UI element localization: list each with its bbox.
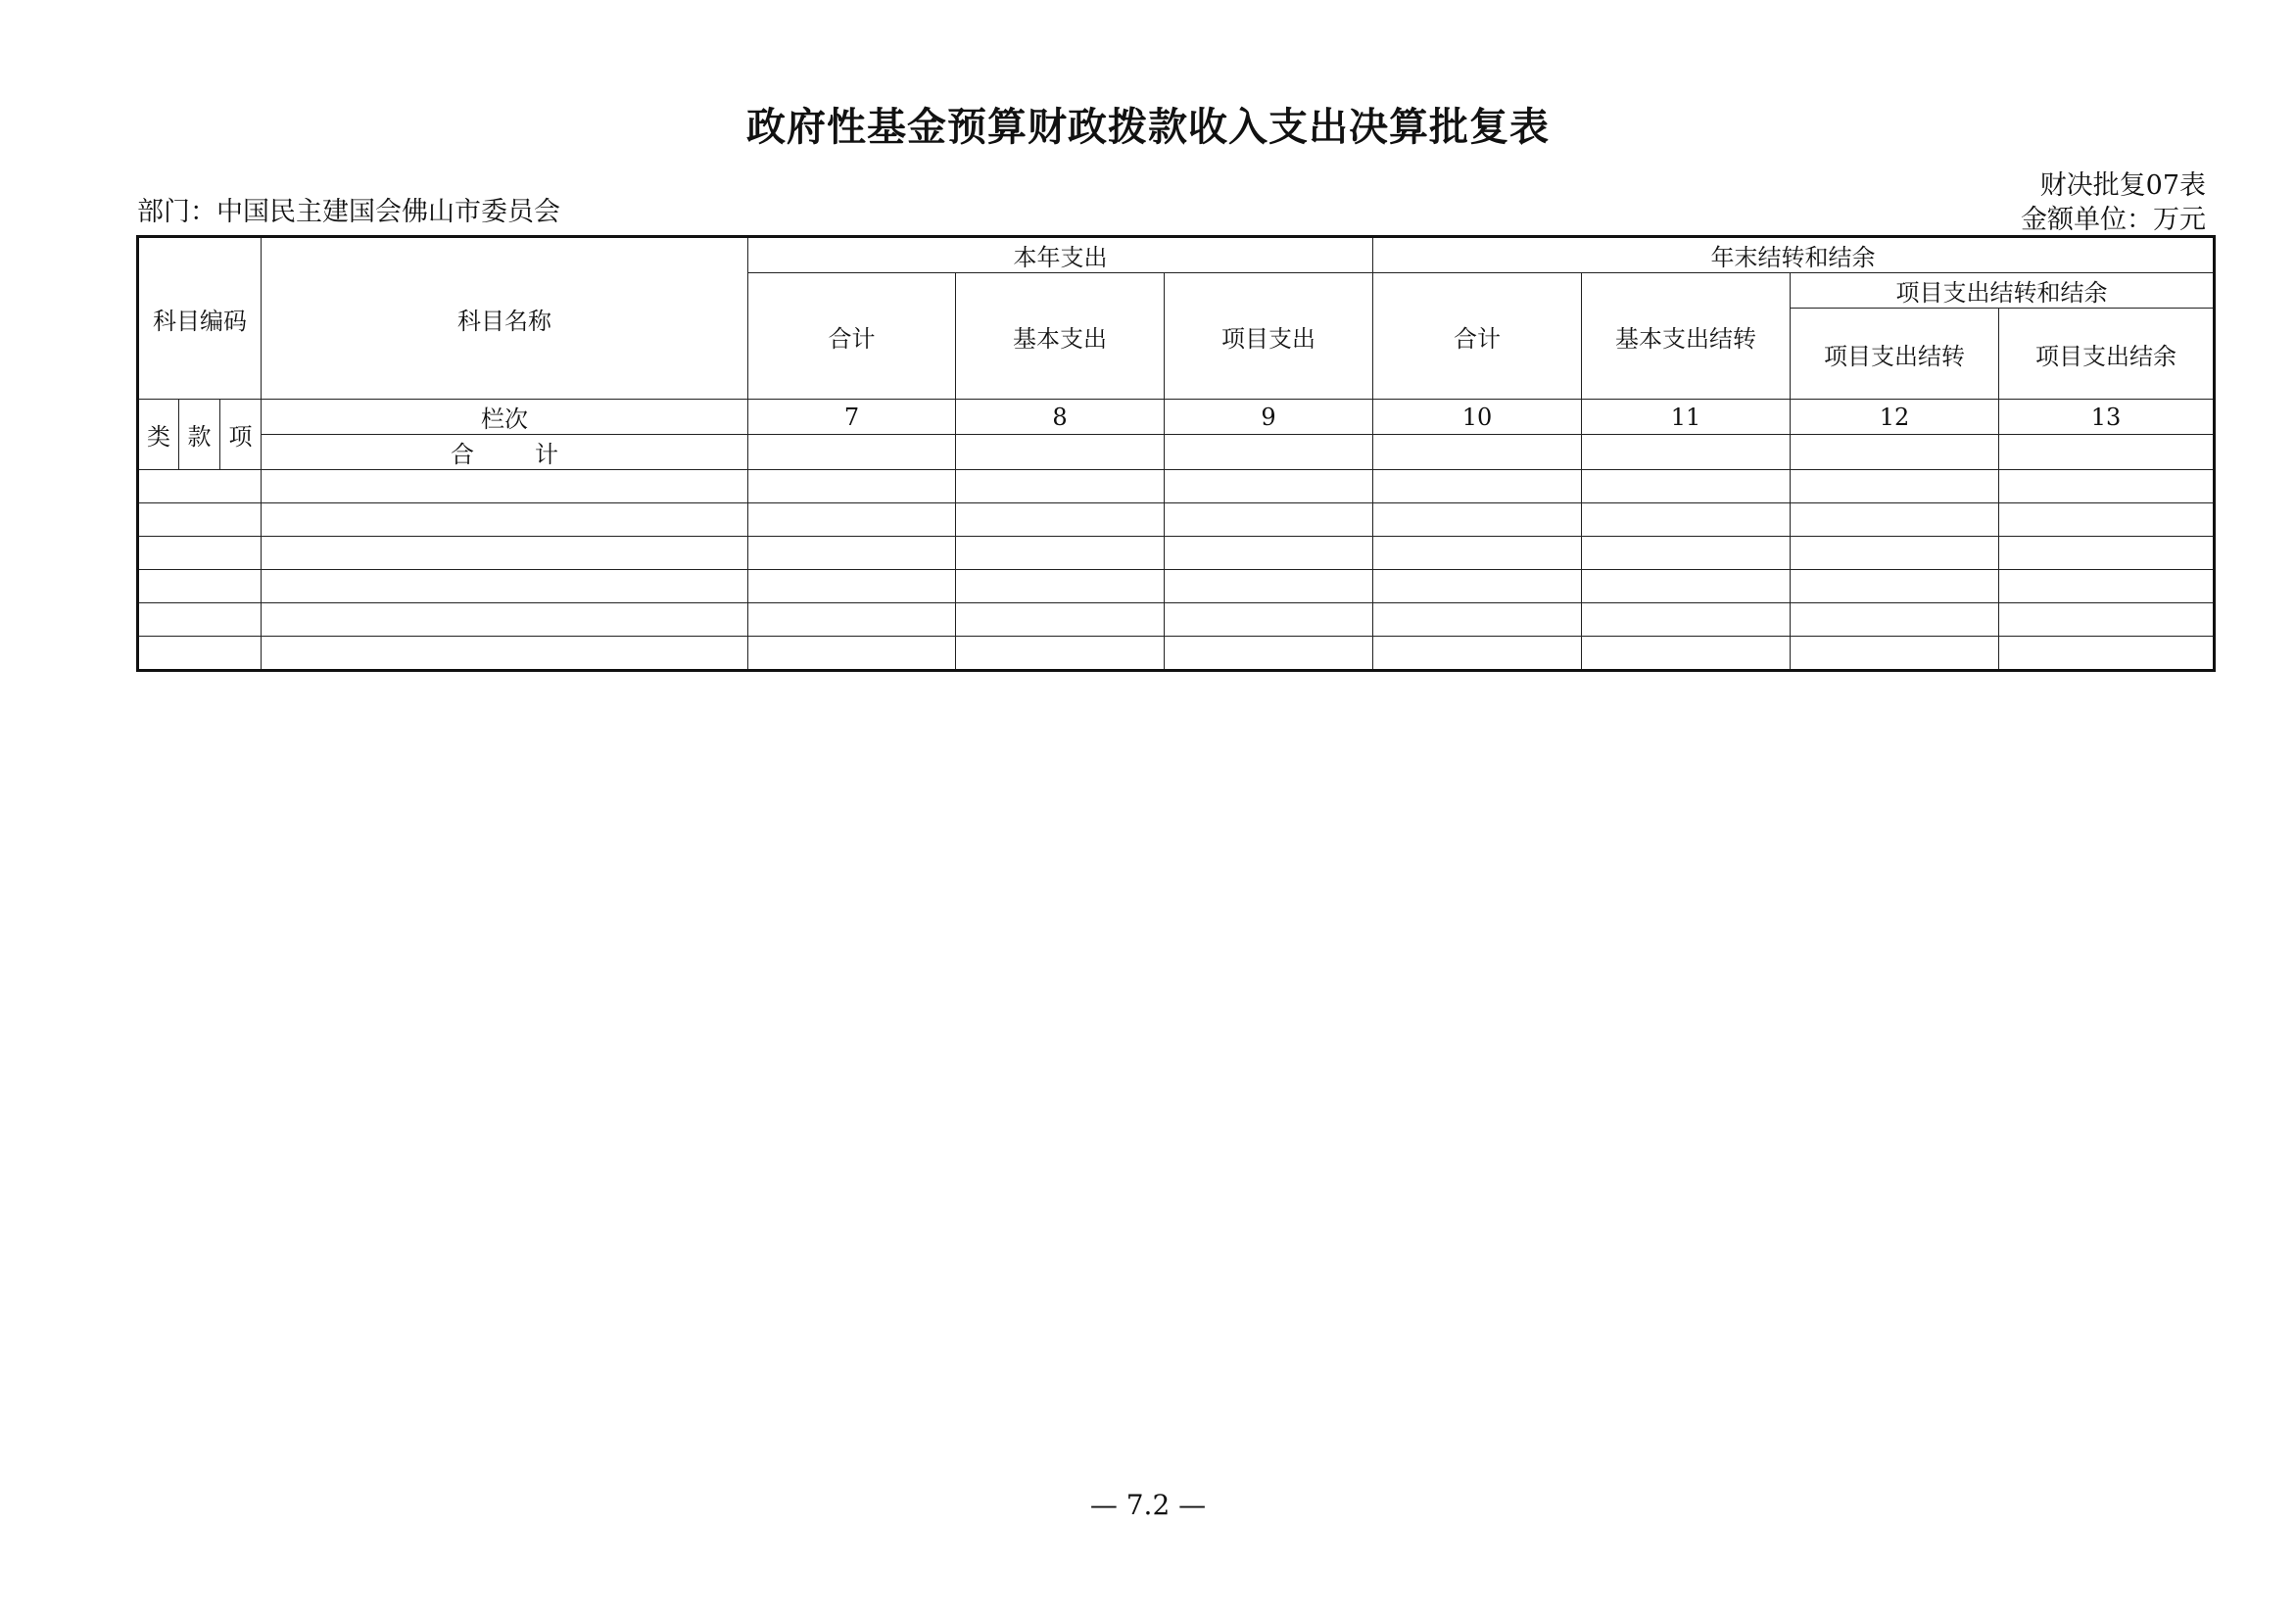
header-code-lei: 类: [138, 400, 179, 470]
amount-cell: [956, 637, 1165, 671]
table-cell: [1165, 435, 1373, 470]
amount-cell: [1165, 570, 1373, 603]
table-cell: [1582, 435, 1791, 470]
amount-cell: [1999, 637, 2215, 671]
column-index-label: 栏次: [262, 400, 748, 435]
amount-cell: [1165, 503, 1373, 537]
amount-cell: [1582, 637, 1791, 671]
amount-cell: [1373, 637, 1582, 671]
amount-cell: [956, 603, 1165, 637]
column-number-8: 8: [956, 400, 1165, 435]
table-row: [138, 603, 2215, 637]
code-cell: [138, 570, 262, 603]
amount-cell: [748, 470, 956, 503]
column-number-9: 9: [1165, 400, 1373, 435]
column-number-13: 13: [1999, 400, 2215, 435]
amount-cell: [1791, 470, 1999, 503]
table-row: [138, 503, 2215, 537]
amount-cell: [748, 637, 956, 671]
amount-cell: [1165, 470, 1373, 503]
department-label: 部门：中国民主建国会佛山市委员会: [137, 197, 560, 227]
name-cell: [262, 470, 748, 503]
table-cell: [1999, 435, 2215, 470]
column-number-7: 7: [748, 400, 956, 435]
header-balance-total: 合计: [1373, 273, 1582, 400]
amount-cell: [748, 570, 956, 603]
amount-cell: [748, 503, 956, 537]
header-subject-name: 科目名称: [262, 237, 748, 400]
amount-cell: [1582, 470, 1791, 503]
amount-cell: [956, 470, 1165, 503]
table-row: [138, 470, 2215, 503]
header-total: 合计: [748, 273, 956, 400]
table-row: [138, 537, 2215, 570]
code-cell: [138, 603, 262, 637]
budget-table: [136, 235, 2216, 672]
column-number-11: 11: [1582, 400, 1791, 435]
table-row: [138, 570, 2215, 603]
code-cell: [138, 470, 262, 503]
code-cell: [138, 537, 262, 570]
amount-cell: [1999, 570, 2215, 603]
total-row-text: 合计: [451, 441, 620, 468]
header-basic-carryover: 基本支出结转: [1582, 273, 1791, 400]
amount-cell: [1582, 503, 1791, 537]
amount-cell: [1373, 537, 1582, 570]
header-year-end-balance: 年末结转和结余: [1373, 237, 2215, 273]
amount-cell: [1999, 470, 2215, 503]
header-project-surplus: 项目支出结余: [1999, 309, 2215, 400]
page-number: — 7.2 —: [1089, 1489, 1207, 1521]
total-row-label: [262, 435, 748, 470]
amount-cell: [1165, 603, 1373, 637]
table-cell: [1791, 435, 1999, 470]
blank-rows: [138, 470, 2215, 671]
name-cell: [262, 537, 748, 570]
amount-cell: [1165, 637, 1373, 671]
amount-cell: [956, 503, 1165, 537]
amount-cell: [1791, 603, 1999, 637]
amount-cell: [1373, 603, 1582, 637]
header-basic-expense: 基本支出: [956, 273, 1165, 400]
header-current-year-expense: 本年支出: [748, 237, 1373, 273]
table-cell: [956, 435, 1165, 470]
column-number-10: 10: [1373, 400, 1582, 435]
amount-cell: [1582, 570, 1791, 603]
name-cell: [262, 503, 748, 537]
header-subject-code: 科目编码: [138, 237, 262, 400]
amount-cell: [1373, 503, 1582, 537]
header-project-balance-group: 项目支出结转和结余: [1791, 273, 2215, 309]
code-cell: [138, 637, 262, 671]
header-project-carryover: 项目支出结转: [1791, 309, 1999, 400]
amount-cell: [1582, 603, 1791, 637]
amount-cell: [748, 537, 956, 570]
amount-cell: [1791, 570, 1999, 603]
amount-cell: [1999, 537, 2215, 570]
name-cell: [262, 637, 748, 671]
amount-cell: [1791, 637, 1999, 671]
amount-cell: [1999, 503, 2215, 537]
code-cell: [138, 503, 262, 537]
amount-cell: [1791, 537, 1999, 570]
header-code-kuan: 款: [179, 400, 220, 470]
amount-cell: [1791, 503, 1999, 537]
amount-cell: [956, 570, 1165, 603]
amount-cell: [1999, 603, 2215, 637]
table-row: [138, 637, 2215, 671]
amount-cell: [1373, 570, 1582, 603]
header-project-expense: 项目支出: [1165, 273, 1373, 400]
amount-cell: [1165, 537, 1373, 570]
column-number-12: 12: [1791, 400, 1999, 435]
table-cell: [1373, 435, 1582, 470]
form-number: 财决批复07表: [2039, 170, 2206, 201]
amount-cell: [748, 603, 956, 637]
amount-cell: [1373, 470, 1582, 503]
amount-cell: [1582, 537, 1791, 570]
name-cell: [262, 570, 748, 603]
document-title: 政府性基金预算财政拨款收入支出决算批复表: [746, 105, 1550, 150]
amount-cell: [956, 537, 1165, 570]
amount-unit: 金额单位：万元: [2021, 205, 2206, 235]
header-code-xiang: 项: [220, 400, 262, 470]
table-cell: [748, 435, 956, 470]
name-cell: [262, 603, 748, 637]
